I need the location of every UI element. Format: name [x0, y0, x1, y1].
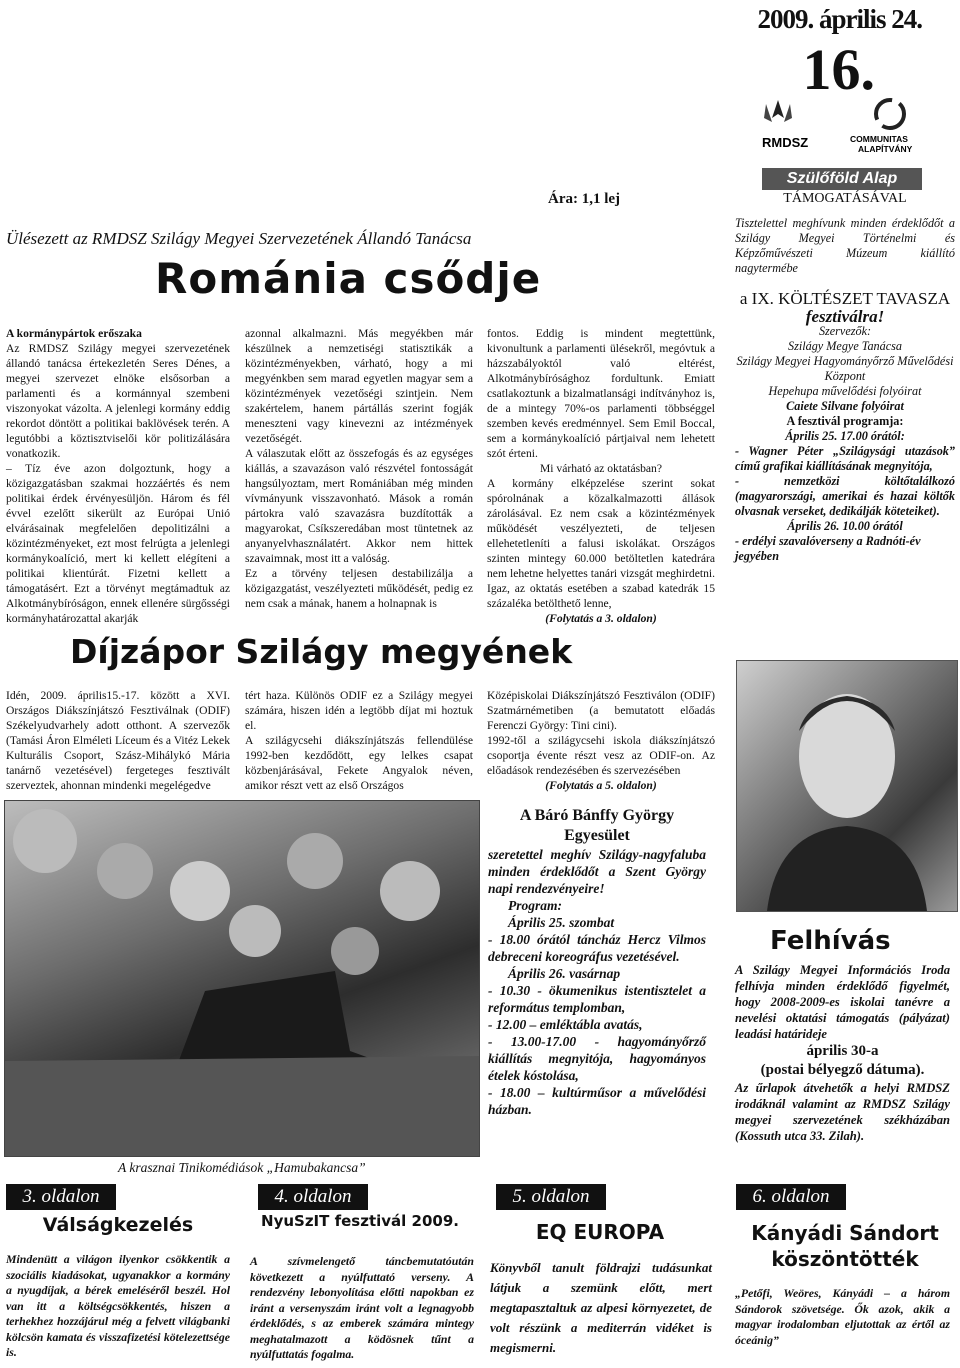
- sidebar-line: Caiete Silvane folyóirat: [786, 399, 904, 413]
- baro-line: - 13.00-17.00 - hagyományőrző kiállítás megnyitója, hagyományos ételek kóstolása,: [488, 1034, 706, 1083]
- lead-subhead: A kormánypártok erőszaka: [6, 327, 142, 340]
- continued-note: (Folytatás a 5. oldalon): [545, 779, 657, 792]
- baro-line: Program:: [508, 898, 562, 913]
- baro-line: szeretettel meghív Szilágy-nagyfaluba minden érdeklődőt a Szent György napi rendezvényeire!: [488, 847, 706, 896]
- szulofold-alap-logo: Szülőföld Alap: [762, 168, 922, 190]
- rmdsz-logo-text: RMDSZ: [762, 135, 809, 150]
- teaser-text: Könyvből tanult földrajzi tudásunkat látjuk a szemünk előtt, mert megtapasztaltuk az alpesi környezetet, de volt részünk a mediterrán vidéket is megismerni.: [490, 1260, 712, 1355]
- price-label: Ára: 1,1 lej: [548, 191, 621, 207]
- teaser-text: Mindenütt a világon ilyenkor csökkentik a szociális kiadásokat, ugyanakkor a kormány a nyugdíjak, a bérek emeléséről beszél. Hol van itt a költségcsökkentés, hiszen a terhekhez hozzájárul még a felvett világbanki kölcsön kamata és visszafizetési kötelezettsége is.: [6, 1252, 230, 1359]
- sidebar-line: Hepehupa művelődési folyóirat: [768, 384, 922, 398]
- lead-column-3: [487, 326, 715, 626]
- second-column-3: [487, 688, 715, 793]
- page-ref-tab[interactable]: 5. oldalon: [496, 1184, 606, 1210]
- sidebar-event-sub: fesztiválra!: [805, 307, 885, 326]
- paragraph: Mi várható az oktatásban?: [539, 462, 662, 475]
- lead-column-2: [245, 326, 473, 611]
- baro-line: - 12.00 – emléktábla avatás,: [488, 1017, 643, 1032]
- baro-line: - 10.30 - ökumenikus istentisztelet a református templomban,: [488, 983, 706, 1015]
- second-column-2: [245, 688, 473, 793]
- baro-title: A Báró Bánffy György Egyesület: [519, 807, 675, 844]
- paragraph: Idén, 2009. április15.-17. között a XVI. Országos Diákszínjátszó Fesztiválnak (ODIF) Székelyudvarhely adott otthont. A szervezők (Tamási Áron Elméleti Líceum és a Vitéz Lekek Kulturális Csoport, Szász-Mihálykó Mária tanárnő vezetésével) fergeteges fesztivált szerveztek, ahonnan mindenki megelégedve: [6, 689, 230, 792]
- baro-line: - 18.00 órától táncház Hercz Vilmos debreceni koreográfus vezetésével.: [488, 932, 706, 964]
- communitas-logo-text: COMMUNITAS: [850, 134, 908, 144]
- lead-kicker: Ülésezett az RMDSZ Szilágy Megyei Szervezetének Állandó Tanácsa: [6, 229, 472, 248]
- sponsor-logos: [758, 92, 938, 156]
- second-column-1: [6, 688, 230, 793]
- teaser-title: NyuSzIT fesztivál 2009.: [261, 1212, 459, 1230]
- theater-group-icon: [5, 801, 479, 1156]
- felhivas-title: Felhívás: [770, 926, 891, 956]
- sidebar-intro: Tisztelettel meghívunk minden érdeklődőt a Szilágy Megyei Történelmi és Képzőművészeti Múzeum kiállító nagytermébe: [735, 216, 955, 275]
- paragraph: tért haza. Különös ODIF ez a Szilágy megyei számára, hiszen idén a legtöbb díjat mi hoztuk el.: [245, 689, 473, 732]
- sidebar-line: Szervezők:: [818, 324, 872, 338]
- felhivas-text: Az űrlapok átvehetők a helyi RMDSZ irodáknál valamint az RMDSZ Szilágy megyei szervezetének székházában (Kossuth utca 33. Zilah).: [735, 1081, 950, 1143]
- photo-caption: A krasznai Tinikomédiások „Hamubakancsa”: [118, 1160, 366, 1175]
- teaser-title: Kányádi Sándort köszöntötték: [751, 1221, 939, 1271]
- communitas-logo-icon: [876, 100, 904, 128]
- page-ref-tab[interactable]: 6. oldalon: [736, 1184, 846, 1210]
- paragraph: A válaszutak előtt az összefogás és az egységes kiállás, a szavazáson való részvétel fontosságát hangsúlyoztam, mert Romániában még minden vívmányunk visszavonható. Mások a román pártokra való szavazásra buzdították a magyarokat, Csíkszeredában most tüntetnek az anyanyelvhasználatért. Akkor nem hittek szavaimnak, most itt a valóság.: [245, 447, 473, 565]
- sidebar-line: A fesztivál programja:: [786, 414, 904, 428]
- portrait-figure-icon: [737, 661, 957, 911]
- group-photo: [4, 800, 480, 1157]
- paragraph: fontos. Eddig is mindent megtettünk, kivonultunk a parlamenti ülésekről, megóvtuk a házszabályoktól való eltérést, Alkotmánybírósághoz fordultunk. Emiatt csatlakoztunk a bizalmatlansági indítványhoz is, de a mintegy 70%-os parlamenti többséggel szemben kevés eredménnyel. Sem Emil Boccal, sem a kormánykoalíció pártjaival nem lehetett szót érteni.: [487, 327, 715, 460]
- teaser-text: „Petőfi, Weöres, Kányádi – a három Sándorok szövetsége. Ők azok, akik a magyar irodalomban eljutottak az értől az óceánig”: [735, 1286, 950, 1347]
- sidebar-event-title: a IX. KÖLTÉSZET TAVASZA: [739, 289, 951, 308]
- page-number: 16.: [802, 37, 875, 102]
- teaser-text: A szívmelengető táncbemutatóután következett a nyúlfuttató verseny. A rendezvény lebonyolítása előtti napokban ez iránt a versenyszám iránt volt a legnagyobb érdeklődés, s az emberek számára mintegy meghatalmazott a ködösnek tűnt a nyúlfuttatás fogalma.: [250, 1254, 474, 1361]
- support-label: TÁMOGATÁSÁVAL: [783, 191, 907, 206]
- felhivas-text: A Szilágy Megyei Információs Iroda felhívja minden érdeklődő figyelmét, hogy 2008-2009-es iskolai tanévre a nevelési oktatási támogatás (pályázat) leadási határideje: [735, 963, 950, 1041]
- sidebar-line: - nemzetközi költőtalálkozó (magyarországi, amerikai és hazai költők olvasnak verseket, dedikálják köteteiket).: [735, 474, 955, 518]
- teaser-title: EQ EUROPA: [535, 1220, 665, 1244]
- sidebar-line: Szilágy Megye Tanácsa: [788, 339, 902, 353]
- sidebar-line: - erdélyi szavalóverseny a Radnóti-év jegyében: [735, 534, 921, 563]
- lead-column-1: [6, 326, 230, 626]
- continued-note: (Folytatás a 3. oldalon): [545, 612, 657, 625]
- second-headline: Díjzápor Szilágy megyének: [70, 632, 573, 671]
- baro-line: Április 26. vasárnap: [508, 966, 621, 981]
- paragraph: Ez a törvény teljesen destabilizálja a közigazgatást, veszélyezteti működését, pedig ez nem csak a mának, hanem a holnapnak is: [245, 567, 473, 610]
- portrait-photo: [736, 660, 958, 912]
- sidebar-line: Április 25. 17.00 órától:: [785, 429, 905, 443]
- issue-date: 2009. április 24.: [757, 4, 922, 34]
- paragraph: A szilágycsehi diákszínjátszás fellendülése 1992-ben kezdődött, egy lelkes csapat közbenjárásával, Fekete Angyalok néven, amikor részt vett az első Országos: [245, 734, 473, 792]
- sidebar-line: Szilágy Megyei Hagyományőrző Művelődési Központ: [736, 354, 954, 383]
- felhivas-box: [735, 962, 950, 1144]
- baro-line: Április 25. szombat: [508, 915, 615, 930]
- baro-banffy-box: [488, 806, 706, 1118]
- rmdsz-tulip-icon: [764, 100, 792, 122]
- baro-line: - 18.00 – kultúrműsor a művelődési házban.: [488, 1085, 706, 1117]
- sidebar-line: Április 26. 10.00 órától: [787, 519, 903, 533]
- page-ref-tab[interactable]: 4. oldalon: [258, 1184, 368, 1210]
- sidebar-line: - Wagner Péter „Szilágysági utazások” című grafikai kiállításának megnyitója,: [735, 444, 955, 473]
- paragraph: azonnal alkalmazni. Más megyékben már készülnek a nemzetiségi statisztikák a közintézményekben, várható, hogy a mi megyénkben sem marad egyetlen magyar sem a közintézmények vezetőségi szintjein. Nem szakértelem, hanem pártállás szerint fogják meneszteni vagy kinevezni az intézmények vezetőségét.: [245, 327, 473, 445]
- paragraph: Az RMDSZ Szilágy megyei szervezetének állandó tanácsa értekezletén Seres Dénes, a megyei szervezet elnöke elsősorban a parlamenti és a kormánnyal szembeni viszonyokat vázolta. A jelenlegi kormány eddig rekordot döntött a politikai baklövések terén. A legutóbbi a köztisztviselői kör politizálására vonatkozik.: [6, 342, 230, 460]
- teaser-title: Válságkezelés: [42, 1214, 194, 1236]
- felhivas-deadline: április 30-a: [806, 1043, 879, 1059]
- lead-headline: Románia csődje: [155, 254, 542, 303]
- page-ref-tab[interactable]: 3. oldalon: [6, 1184, 116, 1210]
- felhivas-deadline-note: (postai bélyegző dátuma).: [760, 1062, 925, 1078]
- svg-text:ALAPÍTVÁNY: ALAPÍTVÁNY: [858, 144, 913, 154]
- paragraph: Középiskolai Diákszínjátszó Fesztiválon (ODIF) Szatmárnémetiben (a bemutatott előadás Ferenczi György: Tini cini).: [487, 689, 715, 732]
- paragraph: A kormány elképzelése szerint sokat spórolnának a közalkalmazotti állások zárolásával. Ez nem csak a közintézmények működését veszélyezteti, de teljesen ellehetetleníti a falusi iskolákat. Országos szinten mintegy 60.000 betöltetlen katedrára nem lehetne helyettes tanári vizsgát meghirdetni. Igaz, az oktatás esetében a szabad katedrák 15 százaléka betölthető lenne,: [487, 477, 715, 610]
- paragraph: 1992-től a szilágycsehi iskola diákszínjátszó csoportja évente részt vesz az ODIF-on. Az előadások rendezésében és szervezésében: [487, 734, 715, 777]
- paragraph: – Tíz éve azon dolgoztunk, hogy a közigazgatásban szakmai hozzáértés és nem politikai érdek érvényesüljön. Három és fél évvel ezelőtt sikerült az Európai Unió elvárásainak megfelelően depolitizálni a közintézményeket, ezt most felrúgta a jelenlegi kormánykoalíció, mert ki kellett elégíteni a politikai klientúrát. Fizetni kellett a támogatásért. Ezt a törvényt megtámadtuk az Alkotmánybíróságon, ennek ellenére sürgősségi kormányhatározattal akarják: [6, 462, 230, 625]
- sidebar-invitation: [735, 216, 955, 564]
